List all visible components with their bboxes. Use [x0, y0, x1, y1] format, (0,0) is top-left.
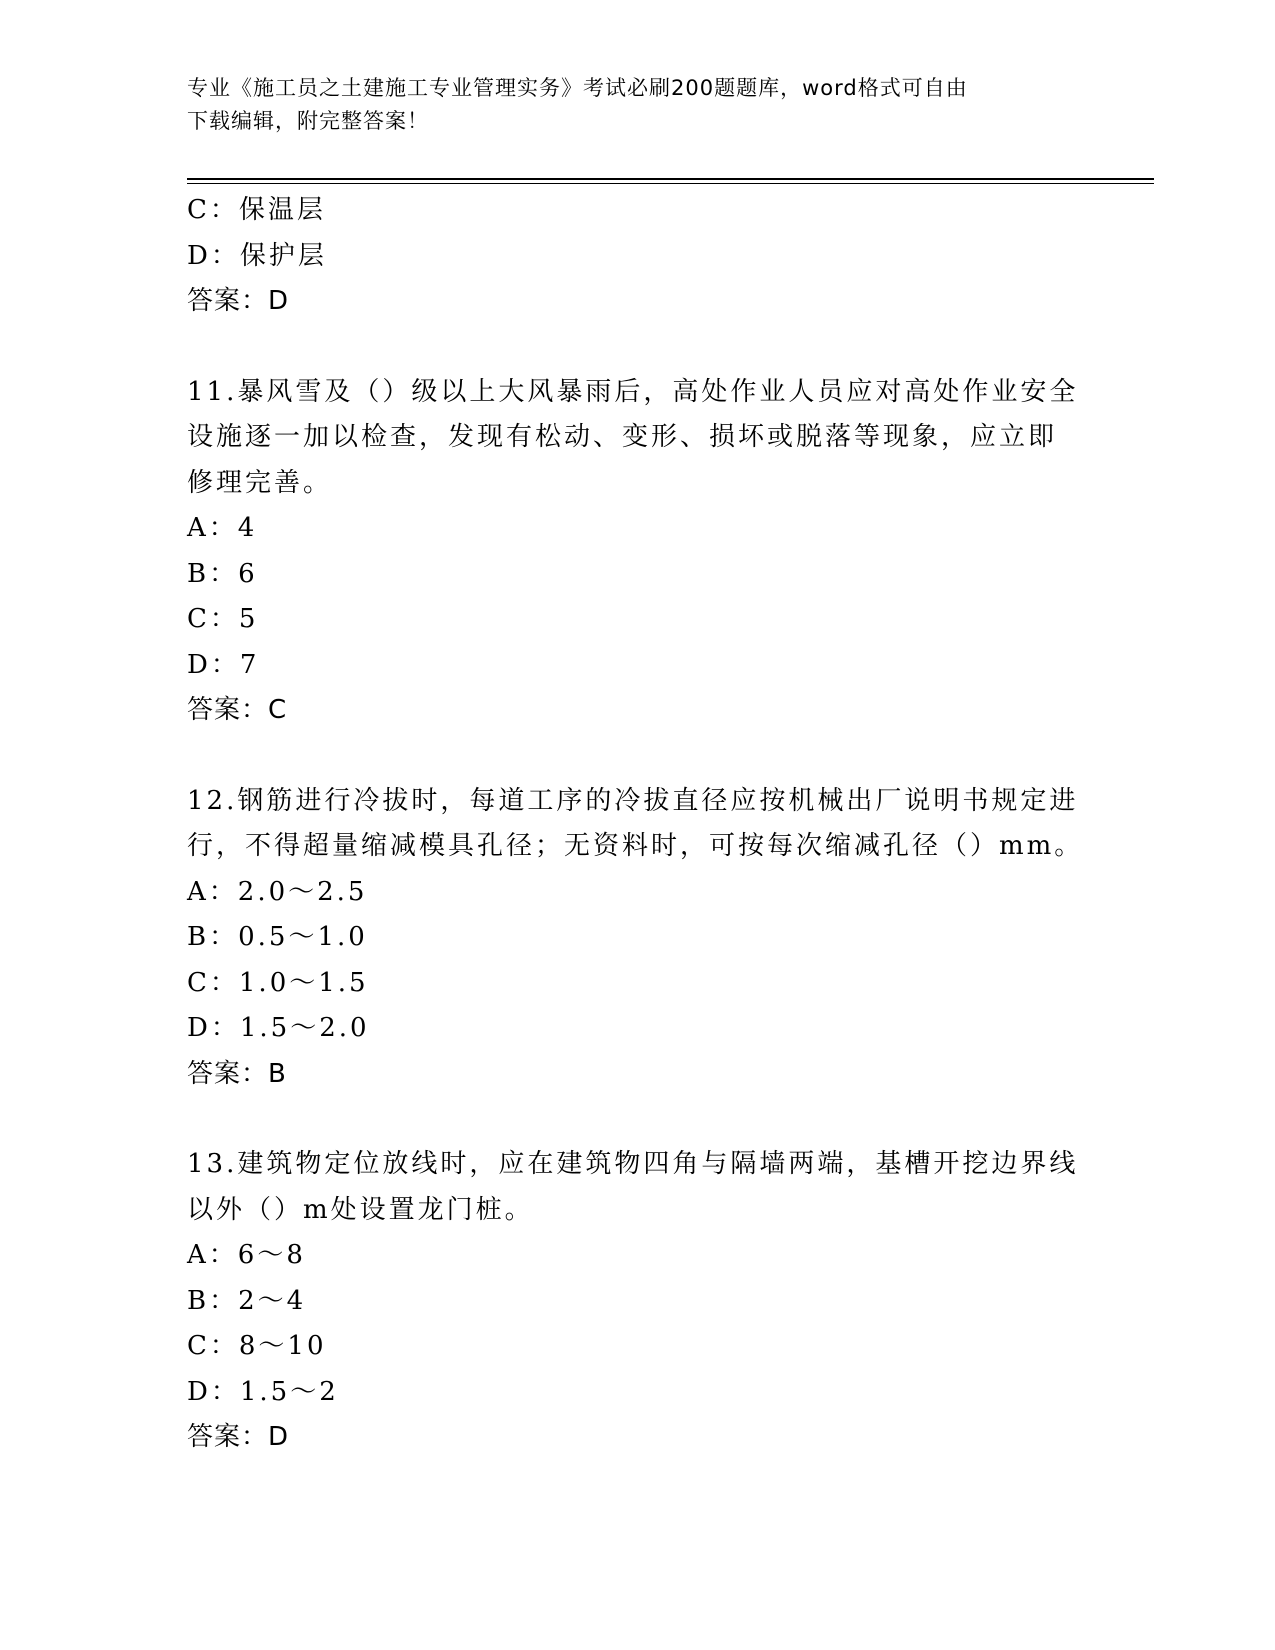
document-header	[187, 72, 1087, 138]
answer-line: 答案：B	[187, 1058, 287, 1089]
answer-line: 答案：C	[187, 695, 288, 725]
header-line-1: 专业《施工员之土建施工专业管理实务》考试必刷200题题库，word格式可自由	[187, 76, 968, 100]
option-a: A：6～8	[187, 1240, 306, 1270]
option-b: B：0.5～1.0	[187, 922, 368, 952]
question-12	[187, 779, 1087, 1098]
header-rule-thin	[187, 183, 1154, 184]
option-c: C：5	[187, 604, 259, 634]
question-stem-line: 13.建筑物定位放线时，应在建筑物四角与隔墙两端，基槽开挖边界线	[187, 1149, 1079, 1179]
spacer	[187, 1097, 1087, 1142]
option-d: D：保护层	[187, 240, 327, 271]
option-b: B：2～4	[187, 1285, 307, 1316]
question-stem-line: 11.暴风雪及（）级以上大风暴雨后，高处作业人员应对高处作业安全	[187, 376, 1079, 407]
option-c: C：保温层	[187, 195, 326, 225]
option-a: A：2.0～2.5	[187, 876, 368, 907]
option-d: D：7	[187, 649, 260, 680]
option-a: A：4	[187, 513, 258, 543]
question-11	[187, 370, 1087, 734]
option-d: D：1.5～2	[187, 1376, 339, 1407]
question-13	[187, 1142, 1087, 1461]
question-stem-line: 行，不得超量缩减模具孔径；无资料时，可按每次缩减孔径（）mm。	[187, 831, 1084, 861]
spacer	[187, 325, 1087, 370]
question-stem-line: 12.钢筋进行冷拔时，每道工序的冷拔直径应按机械出厂说明书规定进	[187, 785, 1079, 816]
question-stem-line: 修理完善。	[187, 467, 333, 498]
document-body	[187, 188, 1087, 1461]
option-c: C：1.0～1.5	[187, 967, 369, 998]
option-c: C：8～10	[187, 1331, 327, 1361]
option-d: D：1.5～2.0	[187, 1013, 370, 1043]
header-rule-thick	[187, 178, 1154, 180]
spacer	[187, 734, 1087, 779]
answer-line: 答案：D	[187, 286, 290, 316]
answer-line: 答案：D	[187, 1422, 290, 1452]
question-10-continued	[187, 188, 1087, 325]
header-line-2: 下载编辑，附完整答案！	[187, 109, 429, 133]
question-stem-line: 设施逐一加以检查，发现有松动、变形、损坏或脱落等现象，应立即	[187, 422, 1058, 452]
question-stem-line: 以外（）m处设置龙门桩。	[187, 1194, 534, 1225]
option-b: B：6	[187, 558, 258, 589]
